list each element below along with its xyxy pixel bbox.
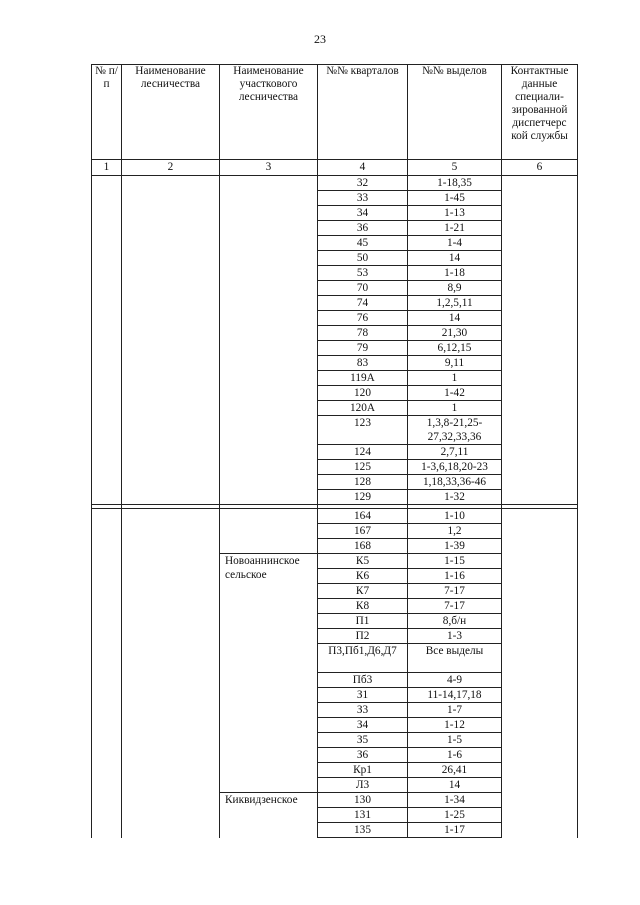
header-number: № п/п [92, 65, 122, 160]
contacts-cell [502, 688, 578, 703]
quarter-cell: 120А [318, 401, 408, 416]
contacts-cell [502, 629, 578, 644]
forestry-cell [122, 569, 220, 584]
forestry-cell [122, 539, 220, 554]
table-row [92, 763, 578, 778]
district-cell [220, 445, 318, 460]
contacts-cell [502, 703, 578, 718]
contacts-cell [502, 460, 578, 475]
header-forestry: Наименование лесничества [122, 65, 220, 160]
district-cell [220, 311, 318, 326]
contacts-cell [502, 599, 578, 614]
allotment-cell: 1-32 [408, 490, 502, 505]
table-row [92, 296, 578, 311]
quarter-cell: П2 [318, 629, 408, 644]
table-row [92, 326, 578, 341]
quarter-cell: К6 [318, 569, 408, 584]
table-row [92, 793, 578, 808]
allotment-cell: 2,7,11 [408, 445, 502, 460]
allotment-cell: 1,3,8-21,25-27,32,33,36 [408, 416, 502, 445]
contacts-cell [502, 644, 578, 673]
table-row [92, 176, 578, 191]
quarter-cell: 120 [318, 386, 408, 401]
allotment-cell: 1-7 [408, 703, 502, 718]
quarter-cell: 34 [318, 206, 408, 221]
allotment-cell: 7-17 [408, 584, 502, 599]
table-row [92, 778, 578, 793]
table-row [92, 524, 578, 539]
forestry-cell [122, 554, 220, 569]
number-cell [92, 763, 122, 778]
forestry-cell [122, 823, 220, 838]
forestry-cell [122, 475, 220, 490]
quarter-cell: К7 [318, 584, 408, 599]
allotment-cell: 8,б/н [408, 614, 502, 629]
contacts-cell [502, 401, 578, 416]
allotment-cell: 1,2,5,11 [408, 296, 502, 311]
contacts-cell [502, 475, 578, 490]
number-cell [92, 296, 122, 311]
district-cell [220, 236, 318, 251]
contacts-cell [502, 236, 578, 251]
number-cell [92, 266, 122, 281]
district-name-kikvidzenskoe: Киквидзенское [220, 793, 318, 838]
district-cell [220, 176, 318, 191]
quarter-cell: 70 [318, 281, 408, 296]
table-row [92, 808, 578, 823]
number-cell [92, 629, 122, 644]
contacts-cell [502, 221, 578, 236]
forestry-cell [122, 748, 220, 763]
number-cell [92, 778, 122, 793]
number-cell [92, 281, 122, 296]
forestry-cell [122, 236, 220, 251]
number-cell [92, 748, 122, 763]
quarter-cell: З5 [318, 733, 408, 748]
number-cell [92, 718, 122, 733]
allotment-cell: 1-45 [408, 191, 502, 206]
number-cell [92, 236, 122, 251]
column-number: 1 [92, 160, 122, 176]
number-cell [92, 371, 122, 386]
number-cell [92, 584, 122, 599]
number-cell [92, 808, 122, 823]
contacts-cell [502, 539, 578, 554]
contacts-cell [502, 808, 578, 823]
forestry-cell [122, 251, 220, 266]
quarter-cell: 76 [318, 311, 408, 326]
allotment-cell: 1-17 [408, 823, 502, 838]
table-row [92, 748, 578, 763]
number-cell [92, 614, 122, 629]
quarter-cell: К8 [318, 599, 408, 614]
district-cell [220, 509, 318, 554]
district-cell [220, 386, 318, 401]
number-cell [92, 733, 122, 748]
table-row [92, 445, 578, 460]
allotment-cell: 1-39 [408, 539, 502, 554]
number-cell [92, 445, 122, 460]
header-allotments: №№ выделов [408, 65, 502, 160]
quarter-cell: 124 [318, 445, 408, 460]
column-number: 5 [408, 160, 502, 176]
forestry-cell [122, 356, 220, 371]
contacts-cell [502, 206, 578, 221]
allotment-cell: 6,12,15 [408, 341, 502, 356]
contacts-cell [502, 445, 578, 460]
number-cell [92, 703, 122, 718]
forestry-cell [122, 371, 220, 386]
allotment-cell: 1-18,35 [408, 176, 502, 191]
contacts-cell [502, 793, 578, 808]
number-cell [92, 311, 122, 326]
table-row [92, 460, 578, 475]
number-cell [92, 793, 122, 808]
district-cell [220, 460, 318, 475]
district-cell [220, 416, 318, 445]
forestry-cell [122, 673, 220, 688]
allotment-cell: 1-4 [408, 236, 502, 251]
number-cell [92, 251, 122, 266]
allotment-cell: 1-6 [408, 748, 502, 763]
allotment-cell: 1-34 [408, 793, 502, 808]
contacts-cell [502, 584, 578, 599]
table-row [92, 251, 578, 266]
quarter-cell: 32 [318, 176, 408, 191]
table-row [92, 490, 578, 505]
table-row [92, 206, 578, 221]
quarter-cell: 83 [318, 356, 408, 371]
contacts-cell [502, 416, 578, 445]
header-district-forestry: Наименование участкового лесничества [220, 65, 318, 160]
number-cell [92, 475, 122, 490]
number-cell [92, 191, 122, 206]
quarter-cell: 135 [318, 823, 408, 838]
header-contacts: Контактные данные специали-зированной диспетчерс кой службы [502, 65, 578, 160]
contacts-cell [502, 524, 578, 539]
contacts-cell [502, 281, 578, 296]
allotment-cell: 1 [408, 401, 502, 416]
quarter-cell: 50 [318, 251, 408, 266]
column-numbers-row [92, 160, 578, 176]
district-cell [220, 206, 318, 221]
number-cell [92, 356, 122, 371]
allotment-cell: 1-5 [408, 733, 502, 748]
number-cell [92, 688, 122, 703]
table-row [92, 191, 578, 206]
allotment-cell: 1-42 [408, 386, 502, 401]
allotment-cell: 1,18,33,36-46 [408, 475, 502, 490]
quarter-cell: П1 [318, 614, 408, 629]
forestry-cell [122, 386, 220, 401]
number-cell [92, 823, 122, 838]
contacts-cell [502, 778, 578, 793]
forestry-cell [122, 808, 220, 823]
forestry-cell [122, 490, 220, 505]
allotment-cell: 26,41 [408, 763, 502, 778]
allotment-cell: 1,2 [408, 524, 502, 539]
number-cell [92, 524, 122, 539]
forestry-cell [122, 509, 220, 524]
contacts-cell [502, 326, 578, 341]
contacts-cell [502, 509, 578, 524]
number-cell [92, 460, 122, 475]
quarter-cell: 125 [318, 460, 408, 475]
district-cell [220, 221, 318, 236]
forestry-cell [122, 763, 220, 778]
table-row [92, 823, 578, 838]
quarter-cell: З4 [318, 718, 408, 733]
allotment-cell: 11-14,17,18 [408, 688, 502, 703]
table-row [92, 236, 578, 251]
number-cell [92, 569, 122, 584]
table-row [92, 599, 578, 614]
contacts-cell [502, 823, 578, 838]
quarter-cell: 123 [318, 416, 408, 445]
forestry-cell [122, 584, 220, 599]
quarter-cell: Пб3 [318, 673, 408, 688]
table-row [92, 401, 578, 416]
contacts-cell [502, 386, 578, 401]
contacts-cell [502, 356, 578, 371]
quarter-cell: Кр1 [318, 763, 408, 778]
column-number: 3 [220, 160, 318, 176]
allotment-cell: 7-17 [408, 599, 502, 614]
quarter-cell: 78 [318, 326, 408, 341]
district-cell [220, 341, 318, 356]
quarter-cell: 74 [318, 296, 408, 311]
allotment-cell: 1-21 [408, 221, 502, 236]
district-cell [220, 371, 318, 386]
number-cell [92, 341, 122, 356]
quarter-cell: З1 [318, 688, 408, 703]
forestry-cell [122, 733, 220, 748]
contacts-cell [502, 176, 578, 191]
quarter-cell: З6 [318, 748, 408, 763]
column-number: 4 [318, 160, 408, 176]
number-cell [92, 509, 122, 524]
table-row [92, 539, 578, 554]
allotment-cell: 1-15 [408, 554, 502, 569]
table-row [92, 221, 578, 236]
allotment-cell: 1-12 [408, 718, 502, 733]
number-cell [92, 490, 122, 505]
table-row [92, 703, 578, 718]
table-row [92, 341, 578, 356]
allotment-cell: 14 [408, 251, 502, 266]
contacts-cell [502, 718, 578, 733]
forestry-cell [122, 311, 220, 326]
quarter-cell: 79 [318, 341, 408, 356]
district-cell [220, 490, 318, 505]
quarter-cell: 167 [318, 524, 408, 539]
forestry-cell [122, 401, 220, 416]
forestry-cell [122, 599, 220, 614]
table-row [92, 688, 578, 703]
forestry-cell [122, 629, 220, 644]
forestry-cell [122, 176, 220, 191]
forestry-cell [122, 221, 220, 236]
district-name-novoanninskoe: Новоаннинское сельское [220, 554, 318, 793]
forestry-cell [122, 206, 220, 221]
contacts-cell [502, 371, 578, 386]
allotment-cell: 1 [408, 371, 502, 386]
forestry-cell [122, 703, 220, 718]
quarter-cell: П3,Пб1,Д6,Д7 [318, 644, 408, 673]
district-cell [220, 281, 318, 296]
forestry-cell [122, 524, 220, 539]
allotment-cell: Все выделы [408, 644, 502, 673]
table-row [92, 266, 578, 281]
quarter-cell: З3 [318, 703, 408, 718]
table-row [92, 718, 578, 733]
table-row [92, 584, 578, 599]
table-row [92, 614, 578, 629]
quarter-cell: 164 [318, 509, 408, 524]
district-cell [220, 356, 318, 371]
quarter-cell: 53 [318, 266, 408, 281]
number-cell [92, 401, 122, 416]
district-cell [220, 475, 318, 490]
quarter-cell: 130 [318, 793, 408, 808]
contacts-cell [502, 490, 578, 505]
contacts-cell [502, 614, 578, 629]
district-cell [220, 326, 318, 341]
quarter-cell: 131 [318, 808, 408, 823]
table-row [92, 569, 578, 584]
table-row [92, 475, 578, 490]
district-cell [220, 191, 318, 206]
quarter-cell: 168 [318, 539, 408, 554]
allotment-cell: 1-13 [408, 206, 502, 221]
allotment-cell: 1-25 [408, 808, 502, 823]
forestry-cell [122, 445, 220, 460]
contacts-cell [502, 673, 578, 688]
quarter-cell: К5 [318, 554, 408, 569]
district-cell [220, 296, 318, 311]
table-row [92, 356, 578, 371]
allotment-cell: 21,30 [408, 326, 502, 341]
table-row [92, 733, 578, 748]
forestry-cell [122, 688, 220, 703]
forestry-cell [122, 718, 220, 733]
allotment-cell: 1-3 [408, 629, 502, 644]
allotment-cell: 9,11 [408, 356, 502, 371]
quarter-cell: 119А [318, 371, 408, 386]
quarter-cell: 36 [318, 221, 408, 236]
column-number: 2 [122, 160, 220, 176]
quarter-cell: 33 [318, 191, 408, 206]
table-row [92, 311, 578, 326]
district-cell [220, 401, 318, 416]
contacts-cell [502, 251, 578, 266]
quarter-cell: 129 [318, 490, 408, 505]
forestry-cell [122, 266, 220, 281]
number-cell [92, 554, 122, 569]
forestry-cell [122, 281, 220, 296]
forestry-table [91, 64, 578, 838]
forestry-cell [122, 341, 220, 356]
table-row [92, 629, 578, 644]
allotment-cell: 14 [408, 311, 502, 326]
forestry-cell [122, 326, 220, 341]
forestry-cell [122, 778, 220, 793]
contacts-cell [502, 311, 578, 326]
page-number: 23 [314, 32, 326, 46]
contacts-cell [502, 569, 578, 584]
forestry-cell [122, 793, 220, 808]
table-row [92, 281, 578, 296]
allotment-cell: 8,9 [408, 281, 502, 296]
allotment-cell: 14 [408, 778, 502, 793]
quarter-cell: 128 [318, 475, 408, 490]
forestry-cell [122, 614, 220, 629]
header-row [92, 65, 578, 160]
allotment-cell: 1-16 [408, 569, 502, 584]
table-row [92, 554, 578, 569]
forestry-cell [122, 644, 220, 673]
number-cell [92, 221, 122, 236]
forestry-cell [122, 296, 220, 311]
number-cell [92, 673, 122, 688]
forestry-cell [122, 416, 220, 445]
contacts-cell [502, 191, 578, 206]
contacts-cell [502, 266, 578, 281]
forestry-cell [122, 191, 220, 206]
table-row [92, 509, 578, 524]
table-row [92, 644, 578, 673]
table-row [92, 371, 578, 386]
district-cell [220, 251, 318, 266]
contacts-cell [502, 296, 578, 311]
number-cell [92, 539, 122, 554]
contacts-cell [502, 733, 578, 748]
forestry-cell [122, 460, 220, 475]
table-row [92, 386, 578, 401]
district-cell [220, 266, 318, 281]
allotment-cell: 4-9 [408, 673, 502, 688]
allotment-cell: 1-18 [408, 266, 502, 281]
number-cell [92, 206, 122, 221]
column-number: 6 [502, 160, 578, 176]
quarter-cell: Л3 [318, 778, 408, 793]
table-row [92, 416, 578, 445]
header-quarters: №№ кварталов [318, 65, 408, 160]
number-cell [92, 176, 122, 191]
quarter-cell: 45 [318, 236, 408, 251]
contacts-cell [502, 554, 578, 569]
number-cell [92, 326, 122, 341]
contacts-cell [502, 341, 578, 356]
number-cell [92, 644, 122, 673]
table-row [92, 673, 578, 688]
number-cell [92, 386, 122, 401]
contacts-cell [502, 763, 578, 778]
contacts-cell [502, 748, 578, 763]
number-cell [92, 599, 122, 614]
allotment-cell: 1-3,6,18,20-23 [408, 460, 502, 475]
number-cell [92, 416, 122, 445]
allotment-cell: 1-10 [408, 509, 502, 524]
